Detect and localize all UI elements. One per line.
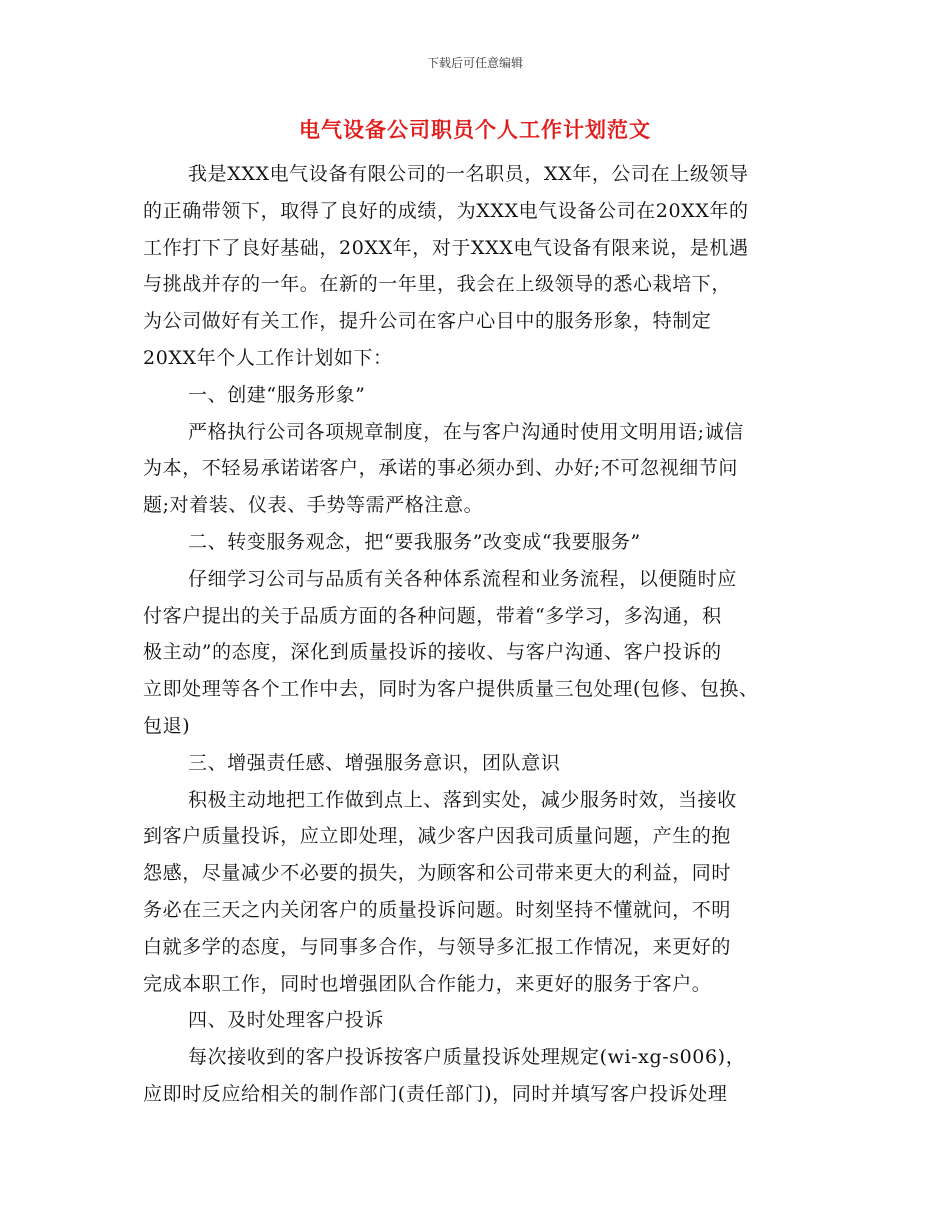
paragraph-line: 包退)	[143, 714, 191, 737]
section-heading: 三、增强责任感、增强服务意识，团队意识	[188, 751, 561, 774]
header-note: 下载后可任意编辑	[426, 56, 523, 70]
section-heading: 一、创建“服务形象”	[188, 383, 366, 406]
paragraph-line: 应即时反应给相关的制作部门(责任部门)，同时并填写客户投诉处理	[143, 1082, 728, 1105]
paragraph-line: 20XX年个人工作计划如下：	[143, 346, 393, 369]
document-title: 电气设备公司职员个人工作计划范文	[299, 118, 651, 142]
paragraph-line: 积极主动地把工作做到点上、落到实处，减少服务时效，当接收	[188, 788, 737, 811]
paragraph-line: 与挑战并存的一年。在新的一年里，我会在上级领导的悉心栽培下，	[143, 273, 732, 296]
paragraph-line: 为本，不轻易承诺诺客户，承诺的事必须办到、办好;不可忽视细节问	[143, 457, 739, 480]
paragraph-line: 仔细学习公司与品质有关各种体系流程和业务流程，以便随时应	[188, 567, 737, 590]
paragraph-line: 为公司做好有关工作，提升公司在客户心目中的服务形象，特制定	[143, 310, 712, 333]
paragraph-line: 每次接收到的客户投诉按客户质量投诉处理规定(wi-xg-s006)，	[188, 1046, 746, 1069]
paragraph-line: 付客户提出的关于品质方面的各种问题，带着“多学习，多沟通，积	[143, 604, 722, 627]
paragraph-line: 我是XXX电气设备有限公司的一名职员，XX年，公司在上级领导	[188, 163, 749, 185]
paragraph-line: 务必在三天之内关闭客户的质量投诉问题。时刻坚持不懂就问，不明	[143, 898, 732, 921]
paragraph-line: 到客户质量投诉，应立即处理，减少客户因我司质量问题，产生的抱	[143, 825, 732, 848]
paragraph-line: 怨感，尽量减少不必要的损失，为顾客和公司带来更大的利益，同时	[143, 862, 732, 885]
section-heading: 四、及时处理客户投诉	[188, 1009, 385, 1032]
paragraph-line: 严格执行公司各项规章制度，在与客户沟通时使用文明用语;诚信	[188, 420, 744, 443]
paragraph-line: 白就多学的态度，与同事多合作，与领导多汇报工作情况，来更好的	[143, 935, 732, 958]
paragraph-line: 工作打下了良好基础，20XX年，对于XXX电气设备有限来说，是机遇	[143, 236, 749, 259]
section-heading: 二、转变服务观念，把“要我服务”改变成“我要服务”	[188, 530, 641, 553]
paragraph-line: 的正确带领下，取得了良好的成绩，为XXX电气设备公司在20XX年的	[143, 199, 749, 222]
paragraph-line: 题;对着装、仪表、手势等需严格注意。	[143, 494, 484, 517]
paragraph-line: 完成本职工作，同时也增强团队合作能力，来更好的服务于客户。	[143, 972, 712, 995]
document-body	[143, 156, 843, 1113]
paragraph-line: 极主动”的态度，深化到质量投诉的接收、与客户沟通、客户投诉的	[143, 641, 722, 664]
paragraph-line: 立即处理等各个工作中去，同时为客户提供质量三包处理(包修、包换、	[143, 678, 759, 701]
